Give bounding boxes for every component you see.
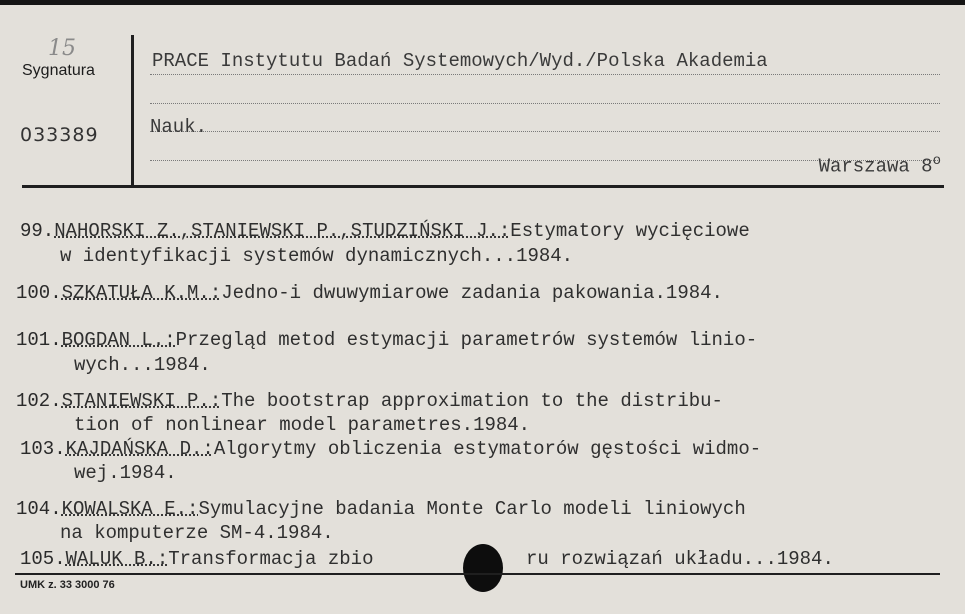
place-text: Warszawa 8 bbox=[818, 155, 933, 178]
printer-mark: UMK z. 33 3000 76 bbox=[20, 579, 115, 591]
place-sup: o bbox=[932, 153, 941, 169]
entry-title: Estymatory wycięciowe bbox=[510, 220, 750, 242]
signature-label: Sygnatura bbox=[22, 62, 95, 79]
entry-number: 101. bbox=[16, 329, 62, 351]
entry-102-cont bbox=[74, 413, 530, 438]
entry-title-cont: ru rozwiązań układu...1984. bbox=[526, 548, 834, 570]
handwritten-note: 15 bbox=[48, 36, 76, 61]
entry-author: SZKATUŁA K.M.: bbox=[61, 282, 222, 304]
entry-number: 102. bbox=[16, 390, 62, 412]
entry-title: Przegląd metod estymacji parametrów systemów linio- bbox=[175, 329, 758, 351]
entry-author: STANIEWSKI P.: bbox=[61, 390, 222, 412]
entry-101 bbox=[16, 328, 757, 353]
entry-title: Jedno-i dwuwymiarowe zadania pakowania.1984. bbox=[221, 282, 723, 304]
series-title-line1: PRACE Instytutu Badań Systemowych/Wyd./Polska Akademia bbox=[152, 50, 768, 72]
entry-103-cont bbox=[74, 461, 177, 486]
entry-number: 103. bbox=[20, 438, 66, 460]
entry-101-cont bbox=[74, 353, 211, 378]
entry-title: The bootstrap approximation to the distribu- bbox=[221, 390, 723, 412]
entry-title-cont: wej.1984. bbox=[74, 462, 177, 484]
entry-number: 100. bbox=[16, 282, 62, 304]
entry-105-cont bbox=[526, 547, 834, 572]
entry-100 bbox=[16, 281, 723, 306]
entry-author: WALUK B.: bbox=[65, 548, 169, 570]
entry-number: 104. bbox=[16, 498, 62, 520]
bottom-rule bbox=[15, 573, 940, 575]
entry-author: BOGDAN L.: bbox=[61, 329, 176, 351]
entry-99-cont bbox=[60, 244, 573, 269]
punch-hole bbox=[463, 544, 503, 592]
entry-title: Transformacja zbio bbox=[168, 548, 374, 570]
entry-103 bbox=[20, 437, 761, 462]
ruled-line bbox=[150, 74, 940, 75]
header-rule bbox=[22, 185, 944, 188]
entry-title-cont: tion of nonlinear model parametres.1984. bbox=[74, 414, 531, 436]
entry-104 bbox=[16, 497, 746, 522]
entry-author: KOWALSKA E.: bbox=[61, 498, 199, 520]
ruled-line bbox=[150, 131, 940, 132]
entry-author: KAJDAŃSKA D.: bbox=[65, 438, 214, 460]
entry-title-cont: wych...1984. bbox=[74, 354, 211, 376]
entry-number: 105. bbox=[20, 548, 66, 570]
publication-place bbox=[819, 153, 941, 177]
entry-title-cont: w identyfikacji systemów dynamicznych...1984. bbox=[60, 245, 574, 267]
entry-title: Algorytmy obliczenia estymatorów gęstości widmo- bbox=[213, 438, 762, 460]
top-edge bbox=[0, 0, 965, 5]
signature-number: 033389 bbox=[20, 124, 99, 146]
entry-title-cont: na komputerze SM-4.1984. bbox=[60, 522, 334, 544]
entry-105 bbox=[20, 547, 373, 572]
entry-104-cont bbox=[60, 521, 334, 546]
entry-102 bbox=[16, 389, 723, 414]
series-title-line2: Nauk. bbox=[150, 116, 208, 138]
entry-99 bbox=[20, 219, 750, 244]
ruled-line bbox=[150, 103, 940, 104]
entry-author: NAHORSKI Z.,STANIEWSKI P.,STUDZIŃSKI J.: bbox=[54, 220, 511, 242]
entry-number: 99. bbox=[20, 220, 55, 242]
entry-title: Symulacyjne badania Monte Carlo modeli liniowych bbox=[198, 498, 746, 520]
vertical-divider bbox=[131, 35, 134, 187]
